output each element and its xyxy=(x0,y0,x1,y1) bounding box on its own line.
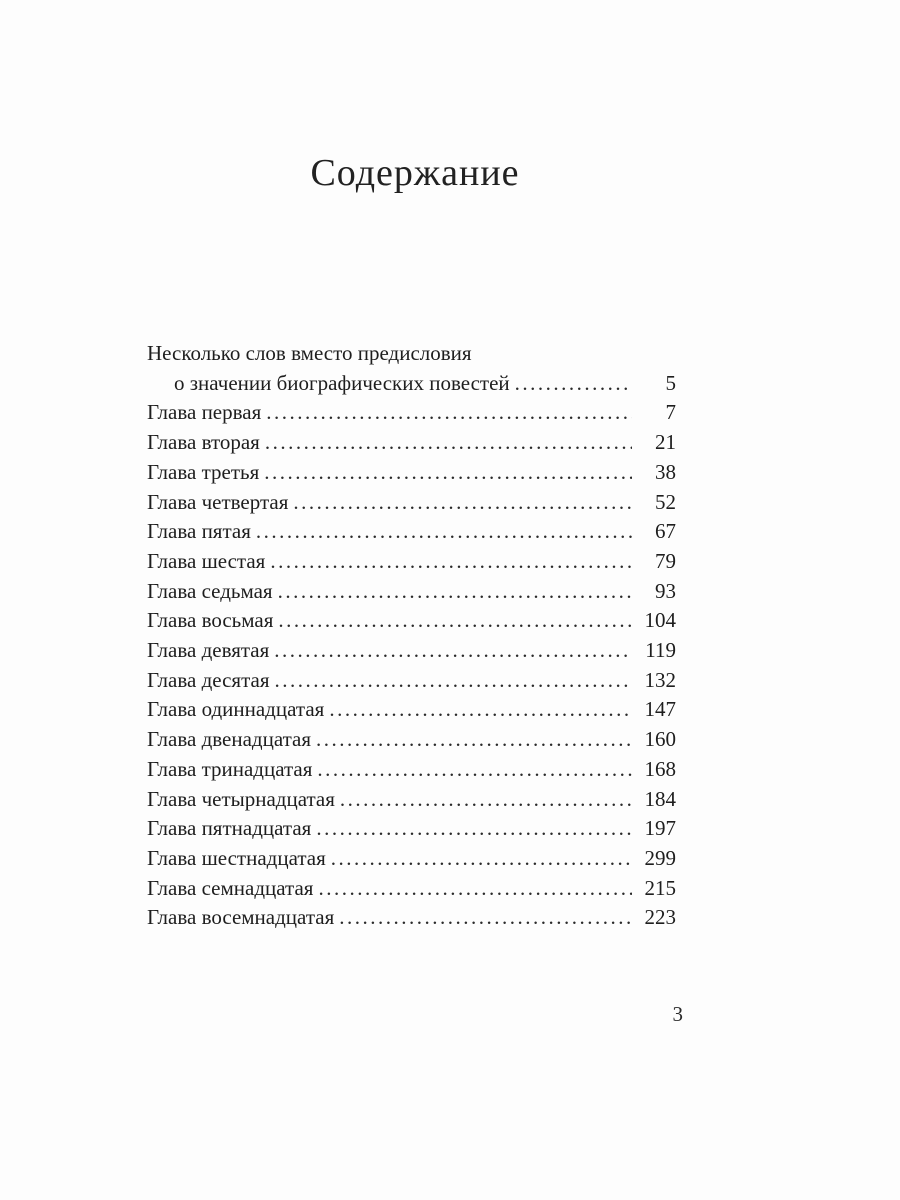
dot-leader xyxy=(278,577,632,607)
dot-leader xyxy=(270,547,632,577)
toc-entry-page: 160 xyxy=(644,727,676,752)
toc-entry xyxy=(147,814,676,844)
toc-entry-label: Глава четырнадцатая xyxy=(147,786,335,811)
toc-entry-page: 104 xyxy=(644,608,676,633)
page-title: Содержание xyxy=(310,152,520,195)
toc-entry-page: 7 xyxy=(665,400,676,425)
dot-leader xyxy=(275,666,633,696)
toc-entry xyxy=(147,517,676,547)
toc-entry-label: Глава первая xyxy=(147,400,262,425)
dot-leader xyxy=(256,517,632,547)
toc-entry-label: Глава пятнадцатая xyxy=(147,816,312,841)
toc-entry-label: Глава восьмая xyxy=(147,608,274,633)
toc-entry xyxy=(147,725,676,755)
toc-entry xyxy=(147,666,676,696)
dot-leader xyxy=(340,785,632,815)
toc-entry-label: Глава шестая xyxy=(147,548,266,573)
toc-entry xyxy=(147,636,676,666)
toc-entry xyxy=(147,903,676,933)
toc-entry xyxy=(147,606,676,636)
toc-entry-label: Глава семнадцатая xyxy=(147,875,314,900)
toc-entry-page: 197 xyxy=(644,816,676,841)
toc-entry-page: 38 xyxy=(655,459,676,484)
toc-entry xyxy=(147,695,676,725)
dot-leader xyxy=(339,903,632,933)
toc-entry xyxy=(147,428,676,458)
toc-entry xyxy=(147,398,676,428)
toc-entry-label: Глава двенадцатая xyxy=(147,727,312,752)
toc-entry xyxy=(147,785,676,815)
toc-entry-label: Глава шестнадцатая xyxy=(147,845,326,870)
dot-leader xyxy=(318,874,632,904)
dot-leader xyxy=(264,458,632,488)
toc-entry-label: Глава девятая xyxy=(147,638,270,663)
dot-leader xyxy=(266,398,632,428)
toc-entry-page: 79 xyxy=(655,548,676,573)
toc-entry xyxy=(147,369,676,399)
toc-entry-page: 93 xyxy=(655,578,676,603)
dot-leader xyxy=(515,369,632,399)
dot-leader xyxy=(293,488,632,518)
dot-leader xyxy=(278,606,632,636)
toc-entry-label: Глава восемнадцатая xyxy=(147,905,335,930)
toc-entry-page: 215 xyxy=(644,875,676,900)
dot-leader xyxy=(317,755,632,785)
dot-leader xyxy=(316,725,632,755)
toc-entry-page: 21 xyxy=(655,430,676,455)
toc-entry-label: Глава пятая xyxy=(147,519,251,544)
toc-entry-label: Глава седьмая xyxy=(147,578,273,603)
table-of-contents xyxy=(147,339,676,933)
toc-entry xyxy=(147,755,676,785)
dot-leader xyxy=(265,428,632,458)
toc-entry xyxy=(147,339,676,369)
toc-entry-page: 132 xyxy=(644,667,676,692)
toc-entry xyxy=(147,458,676,488)
toc-entry-page: 67 xyxy=(655,519,676,544)
toc-entry-label: Несколько слов вместо предисловия xyxy=(147,341,472,365)
toc-entry-page: 168 xyxy=(644,756,676,781)
dot-leader xyxy=(331,844,632,874)
toc-entry-label: о значении биографических повестей xyxy=(174,370,510,395)
dot-leader xyxy=(274,636,632,666)
toc-entry xyxy=(147,547,676,577)
toc-entry-page: 5 xyxy=(665,370,676,395)
toc-entry-label: Глава десятая xyxy=(147,667,270,692)
toc-entry-page: 184 xyxy=(644,786,676,811)
toc-entry xyxy=(147,844,676,874)
dot-leader xyxy=(316,814,632,844)
dot-leader xyxy=(329,695,632,725)
toc-entry xyxy=(147,577,676,607)
toc-entry-page: 147 xyxy=(644,697,676,722)
toc-entry-page: 119 xyxy=(645,638,676,663)
toc-entry-label: Глава четвертая xyxy=(147,489,289,514)
toc-entry-page: 299 xyxy=(644,845,676,870)
toc-entry-page: 223 xyxy=(644,905,676,930)
toc-entry xyxy=(147,488,676,518)
page-number: 3 xyxy=(672,1002,683,1026)
toc-entry-page: 52 xyxy=(655,489,676,514)
toc-entry-label: Глава вторая xyxy=(147,430,260,455)
toc-entry-label: Глава тринадцатая xyxy=(147,756,313,781)
toc-entry-label: Глава третья xyxy=(147,459,260,484)
toc-entry-label: Глава одиннадцатая xyxy=(147,697,325,722)
toc-entry xyxy=(147,874,676,904)
